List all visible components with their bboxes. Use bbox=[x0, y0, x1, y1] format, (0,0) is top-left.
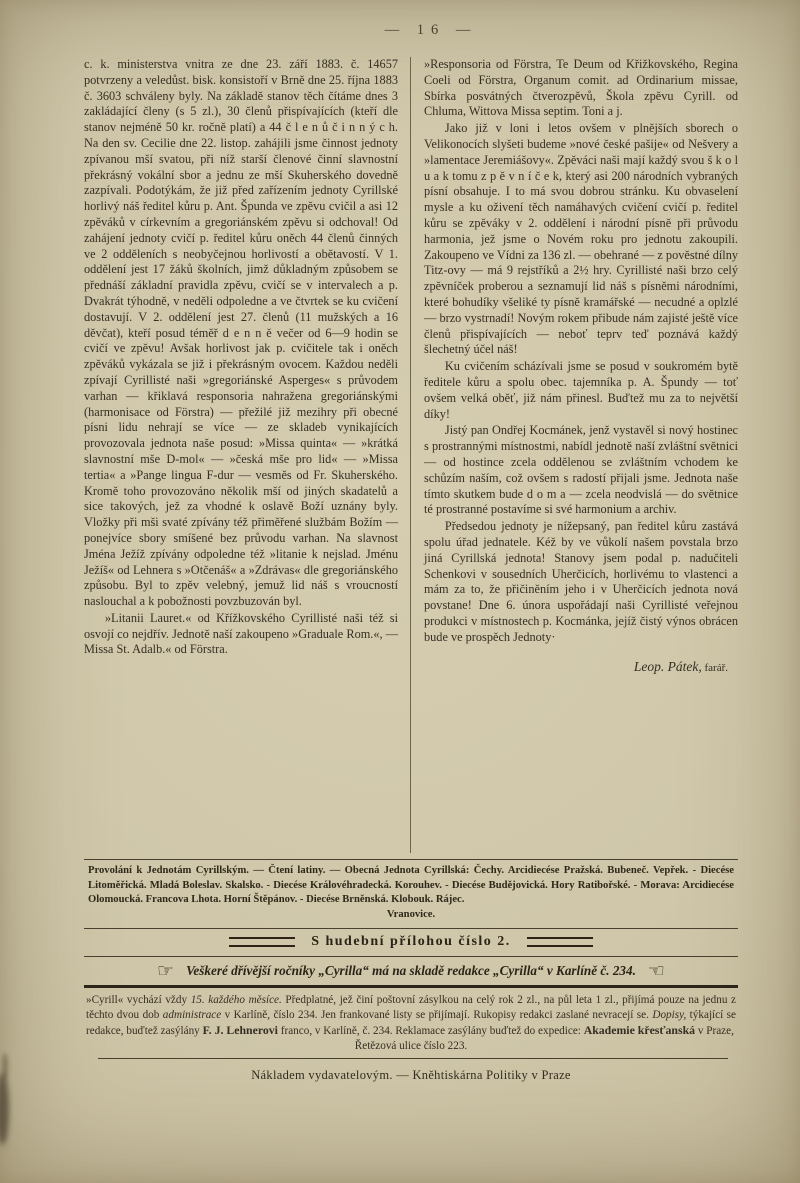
imprint-text: franco, v Karlíně, č. 234. Reklamace zasýlány buďtež do expedice: bbox=[277, 1025, 584, 1038]
body-paragraph: »Responsoria od Förstra, Te Deum od Křižkovského, Regina Coeli od Förstra, Organum comit. ad Ordinarium missae, Sbírka posvátných čtverozpěvů, Škola zpěvu Cyrill. od Chluma, Wittova Missa septim. Toni a j. bbox=[424, 57, 738, 119]
horizontal-rule bbox=[84, 859, 738, 860]
left-column bbox=[84, 57, 411, 853]
imprint-text-italic: administrace bbox=[162, 1008, 222, 1021]
body-paragraph: Ku cvičením scházívali jsme se posud v soukromém bytě ředitele kůru a spolu obec. tajemníka p. A. Špundy — toť ovšem velká oběť, již nám přinesl. Buďtež mu za to největší díky! bbox=[424, 359, 738, 421]
imprint-text-bold: Akademie křesťanská bbox=[583, 1023, 696, 1038]
body-paragraph: Jako již v loni i letos ovšem v plnějších sborech o Velikonocích slyšeti budeme »nové české pašije« od Nešvery a »lamentace Jeremiášovy«. Zpěváci naši mají každý svou š k o l u a k tomu z p ě v n í č e k, který asi 200 národních vybraných písní obsahuje. I to má svou dobrou stránku. Ku obvaselení mysle a ku oživení těch namáhavých cvičení cvičí p. ředitel kůru se zpěváky v 2. oddělení i národní písně při průvodu harmonia, jež jsme o Novém roku pro jednotu zakoupili. Zakoupeno ve Vídni za 136 zl. — obehrané — z pověstné dílny Titz-ovy — má 9 rejstříků a 2½ hry. Cyrillisté naši brzo celý zpěvníček proberou a seznamují lid náš s písněmi národními, které bohudíky všeliké ty písně kramářské — necudné a oplzlé — brzo vystrnadí! Novým rokem přibude nám zajisté ještě více členů přispívajících — neboť teprv teď poznává každý šlechetný účel náš! bbox=[424, 121, 738, 357]
manicule-right-icon: ☞ bbox=[157, 959, 175, 982]
ornament-double-bar bbox=[229, 937, 295, 947]
imprint-text-italic: 15. každého měsíce. bbox=[190, 993, 282, 1006]
body-paragraph: Předsedou jednoty je nížepsaný, pan ředitel kůru zastává spolu úřad jednatele. Kéž by ve vůkolí našem povstala brzo jiná Cyrillská jednota! Stanovy jsem podal p. nadučiteli Schenkovi v sousedních Uherčicích, horlivému to vlastenci a mám za to, že přičiněním jeho i v Uherčicích jednota nová povstane! Dne 6. února uspořádají naši Cyrillisté veřejnou produkci v místnostech p. Kocmánka, jejíž čistý výnos obrácen bude ve prospěch Jednoty· bbox=[424, 519, 738, 644]
stock-notice-row bbox=[84, 959, 738, 982]
scan-artifact bbox=[0, 1073, 9, 1145]
article-signature bbox=[424, 659, 738, 677]
body-paragraph: Jistý pan Ondřej Kocmánek, jenž vystavěl si nový hostinec s prostrannými místnostmi, nabídl jednotě naší zvláštní světnici — od hostince zcela oddělenou se zvláštním vchodem ke schůzím naším, což ovšem s radostí přijali jsme. Jednota naše tímto skutkem bude d o m a — zcela neodvislá — do světnice té prostranné postavíme si své harmonium a archiv. bbox=[424, 423, 738, 517]
imprint-text-italic: Dopisy, bbox=[652, 1008, 687, 1021]
imprint-text: týkající se redakce, buďtež zasýlány bbox=[86, 1008, 736, 1038]
supplement-heading-row bbox=[84, 934, 738, 950]
scan-artifact bbox=[2, 1053, 8, 1079]
imprint-paragraph bbox=[86, 993, 736, 1040]
supplement-heading: S hudební přílohou číslo 2. bbox=[311, 933, 511, 949]
horizontal-rule bbox=[98, 1058, 728, 1059]
imprint-text: »Cyrill« vychází vždy bbox=[86, 993, 191, 1006]
publisher-line: Nákladem vydavatelovým. — Kněhtiskárna Politiky v Praze bbox=[251, 1068, 571, 1083]
issue-index-lastline: Vranovice. bbox=[386, 908, 436, 920]
imprint-text: Předplatné, jež činí poštovní zásylkou na celý rok 2 zl., na půl leta 1 zl., přijímá pouze na jednu z těchto dvou dob bbox=[86, 993, 736, 1021]
page-content bbox=[84, 14, 738, 1083]
horizontal-rule bbox=[84, 956, 738, 957]
manicule-left-icon: ☜ bbox=[647, 959, 665, 982]
two-column-body bbox=[84, 57, 738, 853]
ornament-double-bar bbox=[527, 937, 593, 947]
stock-notice: Veškeré dřívější ročníky „Cyrilla“ má na skladě redakce „Cyrilla“ v Karlíně č. 234. bbox=[186, 963, 636, 979]
imprint-text: v Karlíně, číslo 234. Jen frankované listy se přijímají. Rukopisy redakci zaslané nevracejí se. bbox=[221, 1008, 653, 1021]
body-paragraph: »Litanii Lauret.« od Křížkovského Cyrillisté naši též si osvojí co nejdřív. Jednotě naší zakoupeno »Graduale Rom.«, — Missa St. Adalb.« od Förstra. bbox=[84, 610, 398, 657]
imprint-text: v Praze, bbox=[695, 1025, 734, 1038]
imprint-text-bold: F. J. Lehnerovi bbox=[202, 1023, 278, 1038]
horizontal-rule bbox=[84, 928, 738, 929]
body-paragraph: c. k. ministerstva vnitra ze dne 23. září 1883. č. 14657 potvrzeny a veledůst. bisk. konsistoří v Brně dne 25. října 1883 č. 3603 schváleny byly. Na základě stanov těch čítáme dnes 3 zakládající členy (s 5 zl.), 30 členů přispívajících (kteří dle stanov nejméně 50 kr. ročně platí) a 44 č l e n ů č i n n ý c h. Na den sv. Cecilie dne 22. listop. zahájili jsme činnost jednoty zpívanou mší svatou, při níž starší členové činní slavnostní překrásný vokální sbor a jednu ze mší Skuherského dovedně zazpívali. Podotýkám, že již před zařízením jednoty Cyrillské horlivý náš ředitel kůru p. Ant. Špunda ve zpěvu cvičil a asi 12 zpěváků v církevním a gregoriánském zpěvu si odchoval! Od zahájení jednoty cvičí p. ředitel kůru oněch 44 členů činných ve 2 odděleních s neobyčejnou horlivostí a obětavostí. V 1. oddělení jest 17 žáků školních, jimž důkladným způsobem se přednáší základní pravidla zpěvu, cvičí se v intervalech a p. Dvakrát týhodně, v neděli odpoledne a ve čtvrtek se ku cvičení dostavují. V 2. oddělení jest 27. členů (11 mužských a 16 děvčat), kteří posud téměř d e n n ě večer od 6—9 hodin se cvičí ve zpěvu! Avšak horlivost jak p. cvičitele tak i oněch zpěváků vykázala se již i překrásným ovocem. Každou neděli zpívají Cyrillisté naši »gregoriánské Asperges« s průvodem varhan — křiklavá responsoria nahražena gregoriánskými (harmonisace od Förstra) — přežilé již mezihry při obecné písni lidu nehrají se více — ze skladeb vynikajících provozovala jednota naše posud: »Missa quinta« — »krátká slavnostní mše D-mol« — »česká mše pro lid« — »Missa tertia« a »Pange lingua F-dur — vesměs od Fr. Skuherského. Kromě toho provozováno několik mší od jiných skadatelů a sice takových, jež za vhodné k oslavě Boží uznány byly. Vložky při mši svaté zpívány též přiměřené službám Božím — ponejvíce sbory smíšené bez průvodu varhan. Na slavnost Jména Ježíž zpívány odpoledne též »litanie k nejslad. Jménu Ježíš« od Lehnera s »Otčenáš« a »Zdrávas« dle gregoriánského způsobu. Byl to zpěv velebný, jemuž lid náš s vroucností naslouchal a k pobožnosti povzbuzován byl. bbox=[84, 57, 398, 609]
imprint-lastline: Řetězová ulice číslo 223. bbox=[354, 1040, 468, 1053]
issue-index-line: Provolání k Jednotám Cyrillským. — Čtení latiny. — Obecná Jednota Cyrillská: Čechy. Arcidiecése Pražská. Bubeneč. Vepřek. - Diecése Litoměřická. Mladá Boleslav. Skalsko. - Diecése Královéhradecká. Korouhev. - Diecése Budějovická. Hory Ratibořské. - Morava: Arcidiecése Olomoucká. Francova Lhota. Horní Štěpánov. - Diecése Brněnská. Klobouk. Rájec. bbox=[88, 865, 734, 906]
signature-name: Leop. Pátek, bbox=[633, 659, 702, 675]
page-number: — 16 — bbox=[384, 22, 478, 38]
right-column bbox=[411, 57, 738, 853]
thick-rule bbox=[84, 985, 738, 988]
signature-title: farář. bbox=[701, 662, 728, 675]
